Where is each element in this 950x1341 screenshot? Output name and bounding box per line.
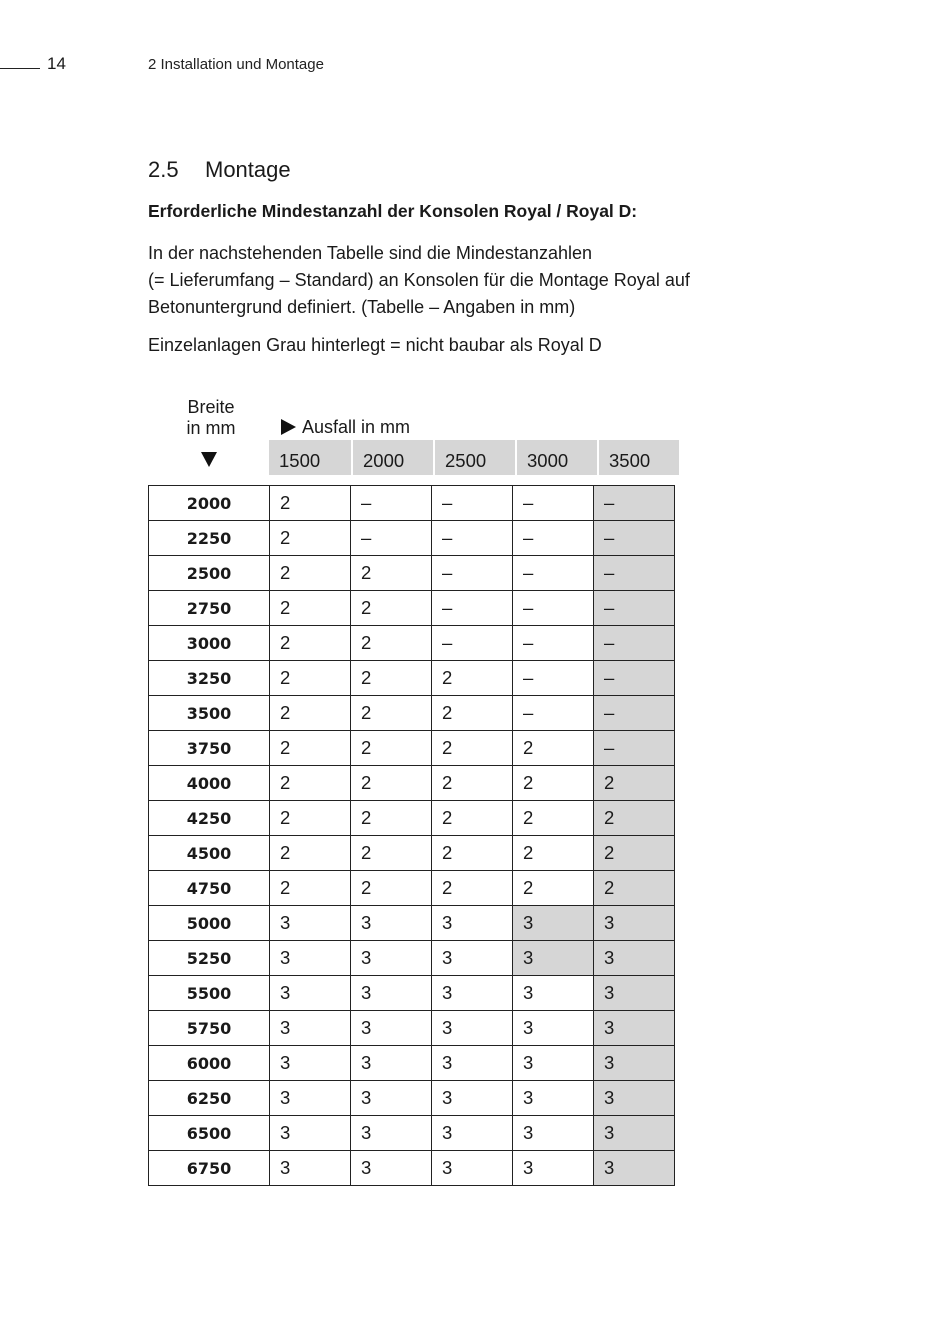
table-cell: 3 — [351, 1046, 432, 1081]
table-cell: 2 — [351, 696, 432, 731]
table-cell: 3 — [513, 1151, 594, 1186]
table-cell: 2 — [594, 836, 675, 871]
table-cell: – — [513, 591, 594, 626]
table-row — [149, 871, 675, 906]
table-cell: – — [432, 591, 513, 626]
table-cell: 3 — [351, 1081, 432, 1116]
table-cell: 3 — [351, 1116, 432, 1151]
table-cell: 2 — [270, 486, 351, 521]
page-number-rule — [0, 68, 40, 69]
subheading: Erforderliche Mindestanzahl der Konsolen Royal / Royal D: — [148, 201, 638, 221]
table-cell: – — [351, 486, 432, 521]
table-cell: 3 — [351, 941, 432, 976]
table-cell: 3 — [594, 1046, 675, 1081]
table-cell: 2 — [432, 836, 513, 871]
table-cell: – — [594, 626, 675, 661]
table-cell: 2 — [513, 871, 594, 906]
running-header: 2 Installation und Montage — [148, 56, 324, 73]
table-cell: – — [432, 556, 513, 591]
table-row — [149, 696, 675, 731]
table-cell: – — [513, 556, 594, 591]
table-cell: 3 — [594, 941, 675, 976]
table-cell: 3 — [594, 1151, 675, 1186]
section-title — [148, 157, 291, 183]
table-cell: 3 — [594, 1081, 675, 1116]
table-cell: 2 — [270, 696, 351, 731]
table-cell: – — [594, 556, 675, 591]
table-cell: – — [432, 521, 513, 556]
col-axis-label: Ausfall in mm — [302, 417, 411, 437]
row-breite-label: 4500 — [149, 836, 270, 871]
table-row — [149, 766, 675, 801]
table-cell: – — [513, 521, 594, 556]
row-breite-label: 2750 — [149, 591, 270, 626]
table-cell: – — [513, 696, 594, 731]
table-cell: 2 — [351, 836, 432, 871]
table-row — [149, 1046, 675, 1081]
konsolen-table — [148, 485, 675, 1186]
table-row — [149, 626, 675, 661]
intro-line: In der nachstehenden Tabelle sind die Mindestanzahlen — [148, 243, 592, 263]
table-cell: – — [513, 486, 594, 521]
table-cell: 2 — [270, 871, 351, 906]
table-cell: 2 — [270, 661, 351, 696]
table-cell: 3 — [270, 1046, 351, 1081]
table-cell: – — [594, 591, 675, 626]
table-cell: 3 — [270, 1011, 351, 1046]
table-row — [149, 591, 675, 626]
table-cell: 3 — [594, 906, 675, 941]
row-breite-label: 5000 — [149, 906, 270, 941]
row-breite-label: 5500 — [149, 976, 270, 1011]
table-cell: – — [594, 731, 675, 766]
table-row — [149, 521, 675, 556]
table-cell: 2 — [351, 801, 432, 836]
table-cell: 2 — [513, 836, 594, 871]
table-cell: 3 — [270, 1151, 351, 1186]
column-header: 2500 — [433, 440, 515, 475]
table-row — [149, 1151, 675, 1186]
column-header: 3500 — [597, 440, 679, 475]
table-cell: 3 — [270, 906, 351, 941]
table-cell: 3 — [513, 1011, 594, 1046]
table-cell: – — [513, 661, 594, 696]
table-cell: 2 — [594, 766, 675, 801]
intro-line: (= Lieferumfang – Standard) an Konsolen für die Montage Royal auf — [148, 270, 690, 290]
row-breite-label: 5750 — [149, 1011, 270, 1046]
table-cell: – — [513, 626, 594, 661]
table-cell: 2 — [351, 626, 432, 661]
table-cell: 2 — [351, 591, 432, 626]
row-breite-label: 6500 — [149, 1116, 270, 1151]
table-cell: 2 — [351, 871, 432, 906]
section-title-text: Montage — [205, 157, 291, 182]
table-row — [149, 556, 675, 591]
table-cell: 3 — [594, 976, 675, 1011]
table-cell: 2 — [594, 871, 675, 906]
intro-paragraph — [148, 240, 768, 321]
table-cell: 3 — [432, 976, 513, 1011]
row-axis-label-line: Breite — [187, 397, 235, 417]
intro-line: Betonuntergrund definiert. (Tabelle – Angaben in mm) — [148, 297, 576, 317]
table-cell: 2 — [513, 731, 594, 766]
table-row — [149, 801, 675, 836]
table-cell: 3 — [432, 1081, 513, 1116]
row-breite-label: 4250 — [149, 801, 270, 836]
table-cell: 2 — [351, 661, 432, 696]
table-cell: 3 — [432, 1011, 513, 1046]
row-axis-label — [165, 397, 257, 439]
table-cell: 3 — [432, 1151, 513, 1186]
table-cell: – — [594, 696, 675, 731]
table-cell: 3 — [513, 1081, 594, 1116]
table-cell: 2 — [270, 556, 351, 591]
table-cell: 2 — [270, 591, 351, 626]
table-row — [149, 486, 675, 521]
table-cell: 2 — [432, 801, 513, 836]
table-cell: 3 — [351, 1151, 432, 1186]
table-row — [149, 1081, 675, 1116]
table-cell: 3 — [351, 976, 432, 1011]
table-row — [149, 941, 675, 976]
row-breite-label: 6000 — [149, 1046, 270, 1081]
table-cell: 3 — [513, 1046, 594, 1081]
column-header: 3000 — [515, 440, 597, 475]
section-number: 2.5 — [148, 157, 179, 182]
column-header-row — [269, 440, 679, 475]
table-cell: 2 — [351, 766, 432, 801]
table-row — [149, 1011, 675, 1046]
table-cell: 2 — [513, 766, 594, 801]
table-cell: 2 — [432, 731, 513, 766]
table-cell: 3 — [270, 941, 351, 976]
row-breite-label: 2250 — [149, 521, 270, 556]
table-cell: – — [432, 626, 513, 661]
table-cell: 2 — [594, 801, 675, 836]
column-header: 1500 — [279, 450, 321, 471]
table-row — [149, 836, 675, 871]
row-breite-label: 3500 — [149, 696, 270, 731]
row-breite-label: 6750 — [149, 1151, 270, 1186]
table-cell: 2 — [270, 836, 351, 871]
row-breite-label: 6250 — [149, 1081, 270, 1116]
table-cell: – — [432, 486, 513, 521]
row-breite-label: 5250 — [149, 941, 270, 976]
row-axis-label-line: in mm — [186, 418, 236, 438]
table-row — [149, 731, 675, 766]
konsolen-table-body — [149, 486, 675, 1186]
table-cell: 3 — [270, 1116, 351, 1151]
table-cell: 3 — [513, 1116, 594, 1151]
table-row — [149, 661, 675, 696]
page-number: 14 — [47, 54, 66, 73]
right-arrow-icon — [281, 419, 296, 435]
table-cell: 3 — [351, 906, 432, 941]
row-breite-label: 2000 — [149, 486, 270, 521]
table-cell: 3 — [270, 1081, 351, 1116]
table-cell: 2 — [432, 661, 513, 696]
table-cell: 2 — [351, 556, 432, 591]
table-cell: 3 — [432, 941, 513, 976]
table-cell: 3 — [270, 976, 351, 1011]
table-row — [149, 906, 675, 941]
table-row — [149, 976, 675, 1011]
row-breite-label: 4750 — [149, 871, 270, 906]
row-breite-label: 3250 — [149, 661, 270, 696]
table-cell: 2 — [432, 696, 513, 731]
table-cell: 3 — [351, 1011, 432, 1046]
row-breite-label: 2500 — [149, 556, 270, 591]
column-header: 2000 — [351, 440, 433, 475]
table-cell: 2 — [270, 766, 351, 801]
down-arrow-icon — [201, 452, 217, 467]
table-cell: 2 — [432, 766, 513, 801]
table-cell: 2 — [270, 521, 351, 556]
table-cell: 3 — [594, 1116, 675, 1151]
table-cell: – — [594, 521, 675, 556]
table-cell: 3 — [432, 1116, 513, 1151]
table-cell: 3 — [594, 1011, 675, 1046]
table-cell: 2 — [270, 731, 351, 766]
table-cell: 2 — [270, 801, 351, 836]
table-cell: 3 — [513, 906, 594, 941]
table-row — [149, 1116, 675, 1151]
table-cell: – — [594, 661, 675, 696]
table-cell: 2 — [351, 731, 432, 766]
row-breite-label: 4000 — [149, 766, 270, 801]
row-breite-label: 3750 — [149, 731, 270, 766]
table-cell: 2 — [270, 626, 351, 661]
row-breite-label: 3000 — [149, 626, 270, 661]
table-cell: – — [351, 521, 432, 556]
table-cell: 2 — [432, 871, 513, 906]
table-cell: 2 — [513, 801, 594, 836]
table-cell: 3 — [432, 906, 513, 941]
table-cell: 3 — [513, 976, 594, 1011]
gray-note: Einzelanlagen Grau hinterlegt = nicht baubar als Royal D — [148, 335, 602, 355]
table-cell: 3 — [513, 941, 594, 976]
table-cell: – — [594, 486, 675, 521]
table-cell: 3 — [432, 1046, 513, 1081]
